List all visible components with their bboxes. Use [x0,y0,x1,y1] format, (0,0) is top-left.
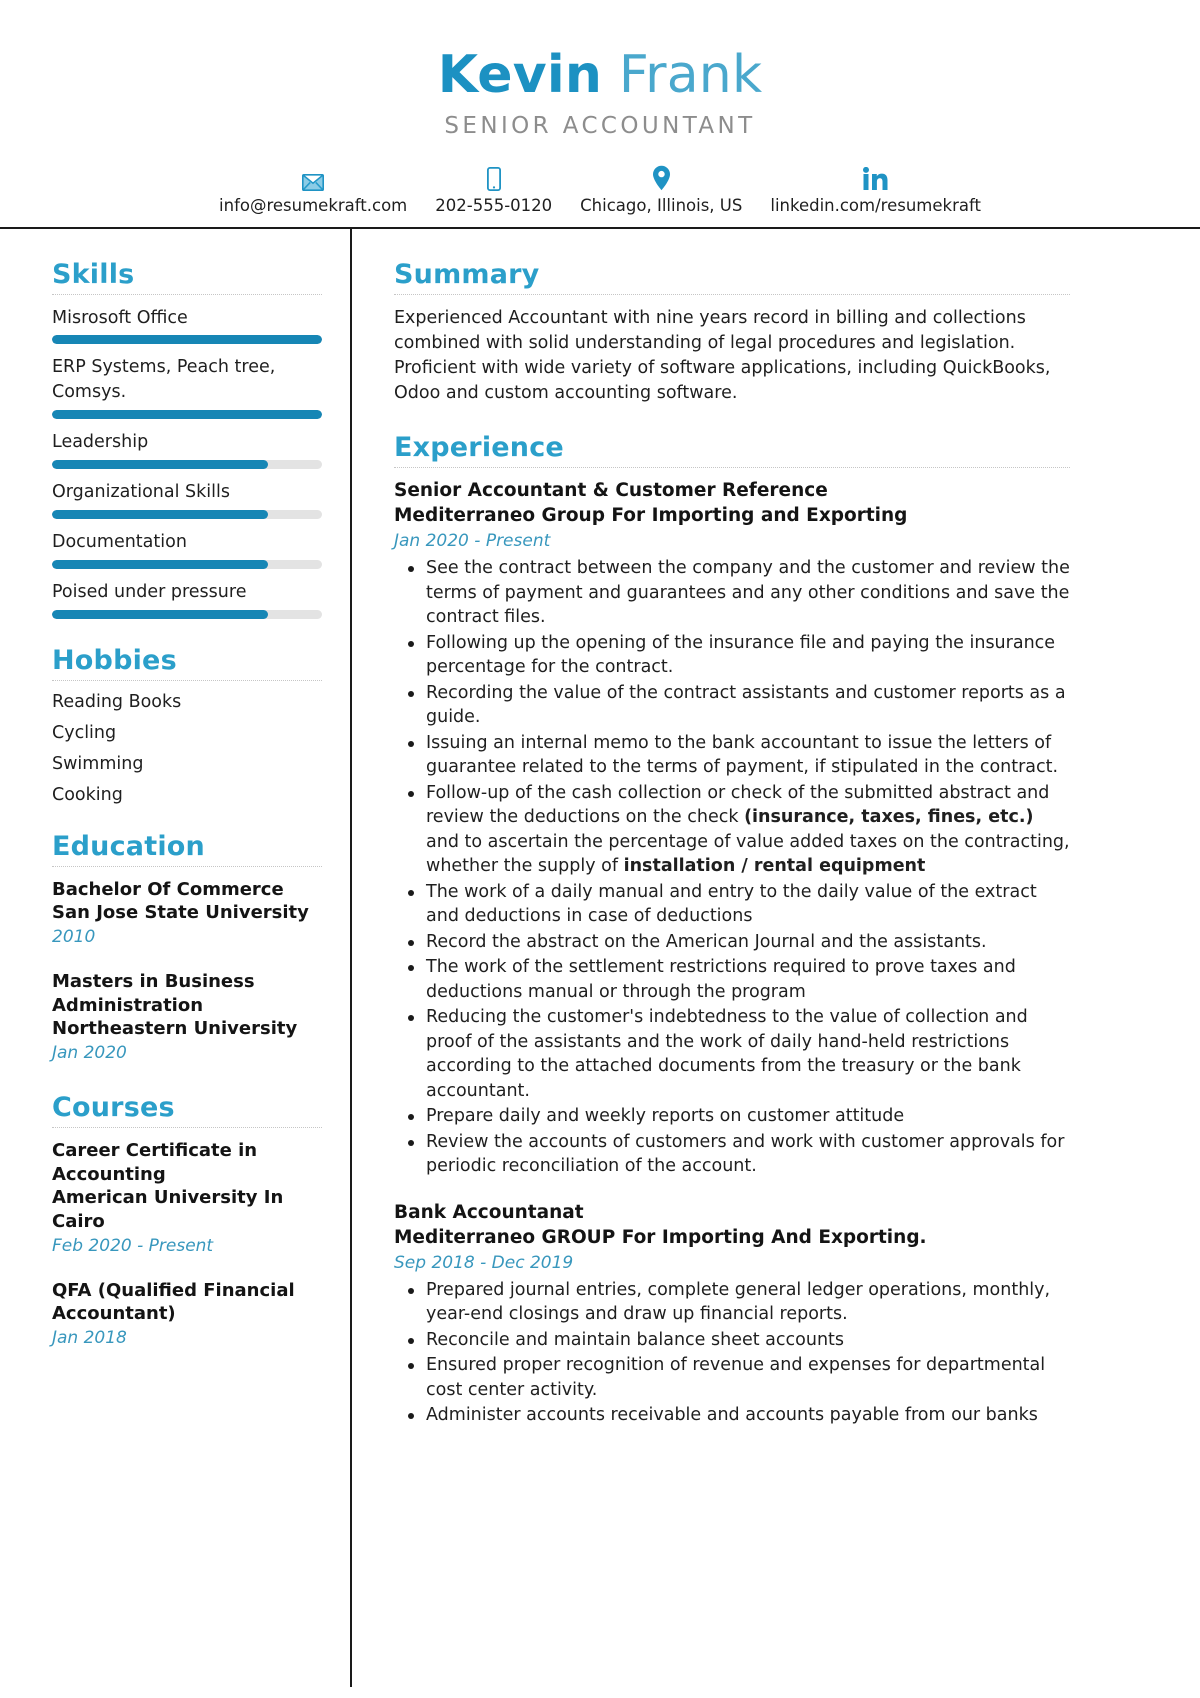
skill-bar-track [52,460,322,469]
candidate-job-title: SENIOR ACCOUNTANT [444,112,756,139]
skill-bar-fill [52,410,322,419]
section-rule-experience [394,467,1070,468]
skill-bar-track [52,610,322,619]
skill-bar-fill [52,560,268,569]
experience-entry [394,479,1070,1179]
contact-row [0,165,1200,215]
education-degree: Masters in Business Administration [52,970,255,1016]
job-bullet: Issuing an internal memo to the bank accountant to issue the letters of guarantee related to the terms of payment, if stipulated in the contract. [394,731,1070,780]
contact-text-location: Chicago, Illinois, US [580,195,743,215]
skill-item [52,306,322,345]
job-company: Mediterraneo Group For Importing and Exporting [394,505,908,527]
job-bullet: Recording the value of the contract assistants and customer reports as a guide. [394,681,1070,730]
job-bullet: Follow-up of the cash collection or check of the submitted abstract and review the deductions on the check (insurance, taxes, fines, etc.) and to ascertain the percentage of value added taxes on the contracting, whether the supply of installation / rental equipment [394,781,1070,879]
skill-bar-fill [52,610,268,619]
skill-bar-track [52,560,322,569]
skill-item [52,355,322,419]
skill-item [52,480,322,519]
hobby-item: Reading Books [52,691,182,712]
education-date: 2010 [52,927,96,947]
resume-header [0,0,1200,229]
education-school: San Jose State University [52,902,309,924]
section-summary [394,259,1070,407]
last-name: Frank [618,45,763,105]
job-company: Mediterraneo GROUP For Importing And Exporting. [394,1226,927,1248]
skill-bar-track [52,410,322,419]
candidate-name [0,45,1200,105]
skill-label: ERP Systems, Peach tree, Comsys. [52,357,276,403]
first-name: Kevin [437,45,603,105]
job-bullet: Prepare daily and weekly reports on customer attitude [394,1104,1070,1129]
course-title: Career Certificate in Accounting [52,1139,258,1185]
course-entry [52,1139,322,1259]
skill-bar-fill [52,510,268,519]
summary-text: Experienced Accountant with nine years record in billing and collections combined with solid understanding of legal procedures and legislation. Proficient with wide variety of software applications, including QuickBooks, Odoo and custom accounting software. [394,307,1051,404]
email-icon [302,165,324,191]
section-rule-skills [52,294,322,295]
job-bullet: Administer accounts receivable and accounts payable from our banks [394,1403,1070,1428]
skill-label: Organizational Skills [52,481,230,502]
course-date: Feb 2020 - Present [52,1235,214,1256]
location-pin-icon [652,165,671,191]
education-entry [52,878,322,950]
job-bullet: The work of the settlement restrictions required to prove taxes and deductions manual or through the program [394,955,1070,1004]
hobby-item: Cycling [52,722,117,743]
section-rule-education [52,866,322,867]
job-bullet: Following up the opening of the insurance file and paying the insurance percentage for the contract. [394,631,1070,680]
section-experience [394,432,1070,1428]
job-role: Senior Accountant & Customer Reference [394,480,828,502]
section-heading-hobbies: Hobbies [52,644,177,676]
education-school: Northeastern University [52,1018,298,1040]
job-role: Bank Accountanat [394,1201,584,1223]
skill-label: Misrosoft Office [52,307,188,328]
contact-text-phone: 202-555-0120 [435,195,553,215]
skill-bar-fill [52,335,322,344]
job-bullet-list [394,556,1070,1179]
phone-icon [487,165,501,191]
skill-item [52,430,322,469]
skill-bar-fill [52,460,268,469]
linkedin-icon [863,165,888,191]
contact-item-phone[interactable] [421,165,566,215]
section-heading-summary: Summary [394,258,540,290]
skill-label: Poised under pressure [52,581,247,602]
job-bullet: Prepared journal entries, complete general ledger operations, monthly, year-end closings and draw up financial reports. [394,1278,1070,1327]
job-date: Sep 2018 - Dec 2019 [394,1252,574,1273]
skill-label: Leadership [52,432,149,453]
skill-item [52,580,322,619]
section-heading-courses: Courses [52,1091,175,1123]
contact-text-linkedin: linkedin.com/resumekraft [770,195,981,215]
course-provider: American University In Cairo [52,1187,284,1233]
course-title: QFA (Qualified Financial Accountant) [52,1279,295,1325]
education-degree: Bachelor Of Commerce [52,878,284,900]
job-bullet-list [394,1278,1070,1428]
job-bullet: Record the abstract on the American Journal and the assistants. [394,930,1070,955]
hobby-item: Swimming [52,753,144,774]
section-skills [52,259,322,619]
job-bullet: Review the accounts of customers and work with customer approvals for periodic reconciliation of the account. [394,1130,1070,1179]
section-heading-experience: Experience [394,432,564,464]
education-date: Jan 2020 [52,1043,127,1064]
hobby-item: Cooking [52,784,123,805]
job-bullet: The work of a daily manual and entry to the daily value of the extract and deductions in case of deductions [394,880,1070,929]
section-rule-courses [52,1127,322,1128]
sidebar [0,229,352,1687]
section-rule-summary [394,294,1070,295]
course-date: Jan 2018 [52,1328,127,1349]
section-heading-skills: Skills [52,258,135,290]
section-education [52,831,322,1066]
contact-text-email: info@resumekraft.com [219,195,408,215]
job-bullet: Reconcile and maintain balance sheet accounts [394,1328,1070,1353]
experience-entry [394,1201,1070,1428]
resume-body [0,229,1200,1687]
job-bullet: Reducing the customer's indebtedness to the value of collection and proof of the assistants and the work of daily hand-held restrictions according to the attached documents from the treasury or the bank accountant. [394,1005,1070,1103]
skill-label: Documentation [52,531,187,552]
job-bullet: See the contract between the company and the customer and review the terms of payment and guarantees and any other conditions and save the contract files. [394,556,1070,630]
contact-item-email[interactable] [205,165,421,215]
section-courses [52,1092,322,1351]
section-hobbies [52,645,322,805]
job-bullet: Ensured proper recognition of revenue and expenses for departmental cost center activity. [394,1353,1070,1402]
contact-item-location[interactable] [566,165,756,215]
section-rule-hobbies [52,680,322,681]
skill-bar-track [52,335,322,344]
section-heading-education: Education [52,830,205,862]
main-column [352,229,1200,1687]
skill-bar-track [52,510,322,519]
job-date: Jan 2020 - Present [394,531,551,552]
course-entry [52,1279,322,1351]
skill-item [52,530,322,569]
contact-item-linkedin[interactable] [756,165,995,215]
education-entry [52,970,322,1066]
